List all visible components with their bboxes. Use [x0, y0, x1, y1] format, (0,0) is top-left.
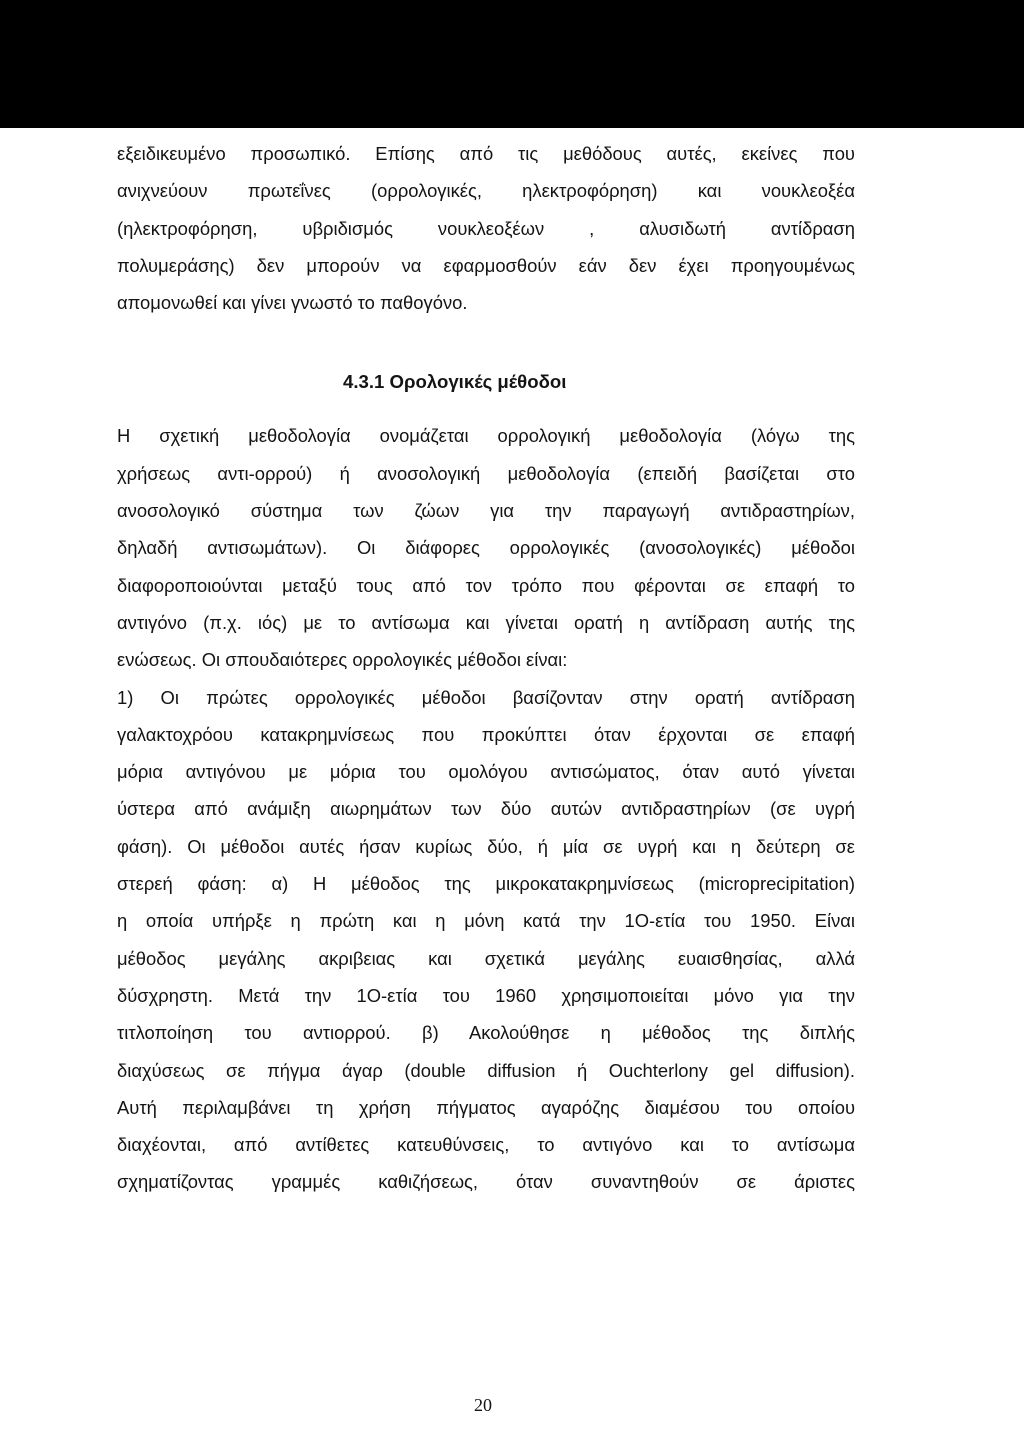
text-line: διαφοροποιούνται μεταξύ τους από τον τρόπο που φέρονται σε επαφή το: [117, 574, 855, 596]
text-line: τιτλοποίηση του αντιορρού. β) Ακολούθησε η μέθοδος της διπλής: [117, 1022, 855, 1044]
paragraph-methods-list: [117, 679, 855, 1201]
text-line: σχηματίζοντας γραμμές καθιζήσεως, όταν συναντηθούν σε άριστες: [117, 1171, 855, 1193]
text-line: γαλακτοχρόου κατακρημνίσεως που προκύπτει όταν έρχονται σε επαφή: [117, 723, 855, 745]
text-line: ανιχνεύουν πρωτεΐνες (ορρολογικές, ηλεκτροφόρηση) και νουκλεοξέα: [117, 180, 855, 202]
text-line: 1) Οι πρώτες ορρολογικές μέθοδοι βασίζονταν στην ορατή αντίδραση: [117, 686, 855, 708]
spacer: [117, 406, 855, 417]
text-line: μόρια αντιγόνου με μόρια του ομολόγου αντισώματος, όταν αυτό γίνεται: [117, 761, 855, 783]
text-line: δύσχρηστη. Μετά την 1Ο-ετία του 1960 χρησιμοποιείται μόνο για την: [117, 984, 855, 1006]
text-line: δηλαδή αντισωμάτων). Οι διάφορες ορρολογικές (ανοσολογικές) μέθοδοι: [117, 537, 855, 559]
text-line: Αυτή περιλαμβάνει τη χρήση πήγματος αγαρόζης διαμέσου του οποίου: [117, 1096, 855, 1118]
text-line: μέθοδος μεγάλης ακριβειας και σχετικά μεγάλης ευαισθησίας, αλλά: [117, 947, 855, 969]
document-page: [117, 135, 855, 1201]
text-line: εξειδικευμένο προσωπικό. Επίσης από τις μεθόδους αυτές, εκείνες που: [117, 143, 855, 164]
text-line: αντιγόνο (π.χ. ιός) με το αντίσωμα και γίνεται ορατή η αντίδραση αυτής της: [117, 611, 855, 633]
text-line: διαχέονται, από αντίθετες κατευθύνσεις, το αντιγόνο και το αντίσωμα: [117, 1134, 855, 1156]
text-line: ύστερα από ανάμιξη αιωρημάτων των δύο αυτών αντιδραστηρίων (σε υγρή: [117, 798, 855, 820]
text-line: ανοσολογικό σύστημα των ζώων για την παραγωγή αντιδραστηρίων,: [117, 500, 855, 522]
text-line: πολυμεράσης) δεν μπορούν να εφαρμοσθούν εάν δεν έχει προηγουμένως: [117, 254, 855, 276]
text-line: ενώσεως. Οι σπουδαιότερες ορρολογικές μέθοδοι είναι:: [117, 649, 568, 671]
text-line: απομονωθεί και γίνει γνωστό το παθογόνο.: [117, 292, 468, 314]
text-line: στερεή φάση: α) Η μέθοδος της μικροκατακρημνίσεως (microprecipitation): [117, 873, 855, 895]
paragraph-methodology: [117, 417, 855, 678]
text-line: (ηλεκτροφόρηση, υβριδισμός νουκλεοξέων , αλυσιδωτή αντίδραση: [117, 217, 855, 239]
paragraph-intro: [117, 135, 855, 321]
text-line: διαχύσεως σε πήγμα άγαρ (double diffusion ή Ouchterlony gel diffusion).: [117, 1059, 855, 1081]
text-line: η οποία υπήρξε η πρώτη και η μόνη κατά την 1Ο-ετία του 1950. Είναι: [117, 910, 855, 932]
text-line: χρήσεως αντι-ορρού) ή ανοσολογική μεθοδολογία (επειδή βασίζεται στο: [117, 462, 855, 484]
scan-top-band: [0, 0, 1024, 128]
section-heading: 4.3.1 Ορολογικές μέθοδοι: [343, 371, 567, 393]
text-line: φάση). Οι μέθοδοι αυτές ήσαν κυρίως δύο, ή μία σε υγρή και η δεύτερη σε: [117, 835, 855, 857]
page-number: 20: [474, 1395, 492, 1415]
text-line: Η σχετική μεθοδολογία ονομάζεται ορρολογική μεθοδολογία (λόγω της: [117, 425, 855, 447]
